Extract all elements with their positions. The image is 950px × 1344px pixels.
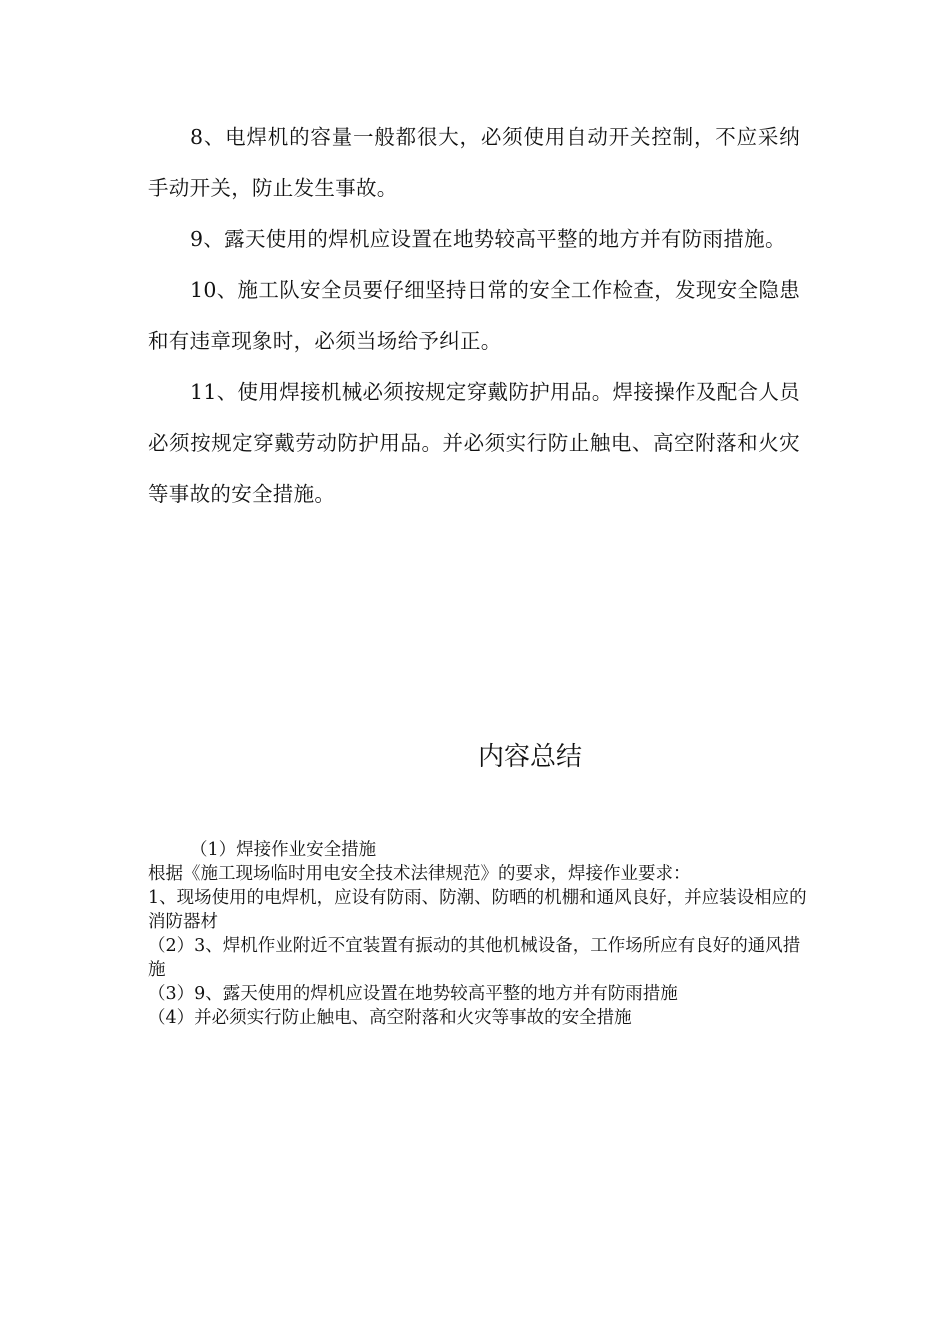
paragraph-item-9: 9、露天使用的焊机应设置在地势较高平整的地方并有防雨措施。 <box>190 227 786 251</box>
summary-line: （2）3、焊机作业附近不宜装置有振动的其他机械设备，工作场所应有良好的通风措施 <box>148 936 801 980</box>
summary-line: （3）9、露天使用的焊机应设置在地势较高平整的地方并有防雨措施 <box>148 984 678 1004</box>
summary-title: 内容总结 <box>477 742 582 772</box>
paragraph-item-8: 8、电焊机的容量一般都很大，必须使用自动开关控制，不应采纳手动开关，防止发生事故。 <box>148 125 800 200</box>
paragraph-item-11: 11、使用焊接机械必须按规定穿戴防护用品。焊接操作及配合人员必须按规定穿戴劳动防护用品。并必须实行防止触电、高空附落和火灾等事故的安全措施。 <box>148 380 800 506</box>
summary-line: （1）焊接作业安全措施 <box>190 840 377 860</box>
summary-body <box>148 838 808 1030</box>
summary-line: （4）并必须实行防止触电、高空附落和火灾等事故的安全措施 <box>148 1008 632 1028</box>
document-body <box>148 112 800 520</box>
summary-line: 1、现场使用的电焊机，应设有防雨、防潮、防晒的机棚和通风良好，并应装设相应的消防器材 <box>148 888 807 932</box>
summary-line: 根据《施工现场临时用电安全技术法律规范》的要求，焊接作业要求： <box>148 864 691 884</box>
paragraph-item-10: 10、施工队安全员要仔细坚持日常的安全工作检查，发现安全隐患和有违章现象时，必须当场给予纠正。 <box>148 278 800 353</box>
